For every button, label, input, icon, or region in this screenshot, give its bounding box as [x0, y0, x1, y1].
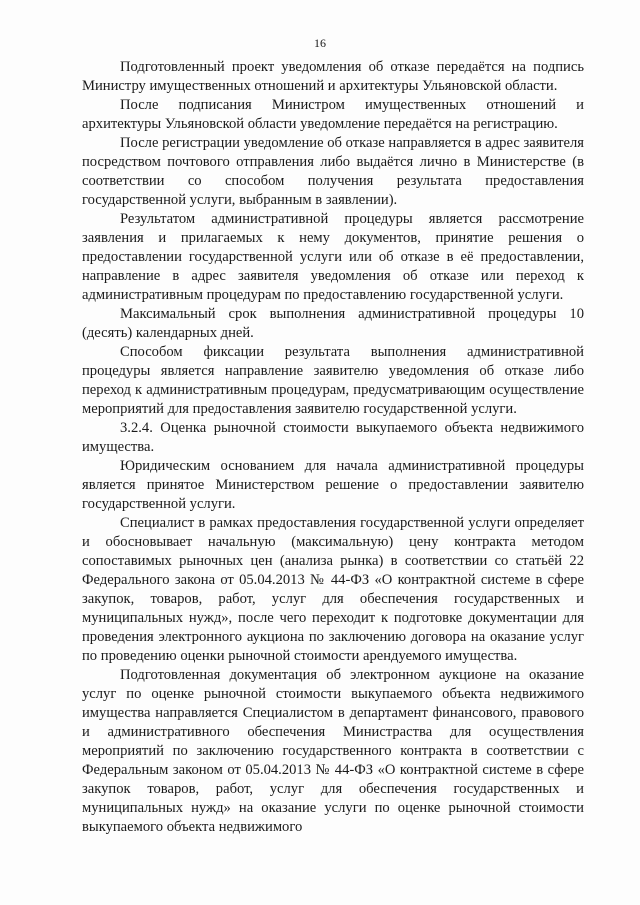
- paragraph-notice-signing: Подготовленный проект уведомления об отказе передаётся на подпись Министру имущественных отношений и архитектуры Ульяновской области.: [82, 59, 584, 94]
- paragraph-max-duration: Максимальный срок выполнения административной процедуры 10 (десять) календарных дней.: [82, 306, 584, 341]
- paragraph-auction-documentation: Подготовленная документация об электронном аукционе на оказание услуг по оценке рыночной стоимости выкупаемого объекта недвижимого имущества направляется Специалистом в департамент финансового, правового и административного обеспечения Министраства для осуществления мероприятий по заключению государственного контракта в соответствии с Федеральным законом от 05.04.2013 № 44-ФЗ «О контрактной системе в сфере закупок товаров, работ, услуг для обеспечения государственных и муниципальных нужд» на оказание услуги по оценке рыночной стоимости выкупаемого объекта недвижимого: [82, 667, 584, 835]
- paragraph-legal-basis: Юридическим основанием для начала административной процедуры является принятое Министерством решение о предоставлении заявителю государственной услуги.: [82, 458, 584, 512]
- paragraph-specialist-pricing: Специалист в рамках предоставления государственной услуги определяет и обосновывает начальную (максимальную) цену контракта методом сопоставимых рыночных цен (анализа рынка) в соответствии со статьёй 22 Федерального закона от 05.04.2013 № 44-ФЗ «О контрактной системе в сфере закупок, товаров, работ, услуг для обеспечения государственных и муниципальных нужд», после чего переходит к подготовке документации для проведения электронного аукциона по заключению договора на оказание услуг по проведению оценки рыночной стоимости арендуемого имущества.: [82, 515, 584, 664]
- paragraph-fixation-method: Способом фиксации результата выполнения административной процедуры является направление заявителю уведомления об отказе либо переход к административным процедурам, предусматривающим осуществление мероприятий для предоставления заявителю государственной услуги.: [82, 344, 584, 417]
- section-heading-3-2-4: 3.2.4. Оценка рыночной стоимости выкупаемого объекта недвижимого имущества.: [82, 420, 584, 455]
- paragraph-registration: После подписания Министром имущественных отношений и архитектуры Ульяновской области уведомление передаётся на регистрацию.: [82, 97, 584, 132]
- paragraph-procedure-result: Результатом административной процедуры является рассмотрение заявления и прилагаемых к нему документов, принятие решения о предоставлении государственной услуги или об отказе в её предоставлении, направление в адрес заявителя уведомления об отказе или переход к административным процедурам по предоставлению государственной услуги.: [82, 211, 584, 303]
- page-number: 16: [314, 36, 326, 50]
- document-body: [82, 58, 584, 837]
- paragraph-delivery: После регистрации уведомление об отказе направляется в адрес заявителя посредством почтового отправления либо выдаётся лично в Министерстве (в соответствии со способом получения результата предоставления государственной услуги, выбранным в заявлении).: [82, 135, 584, 208]
